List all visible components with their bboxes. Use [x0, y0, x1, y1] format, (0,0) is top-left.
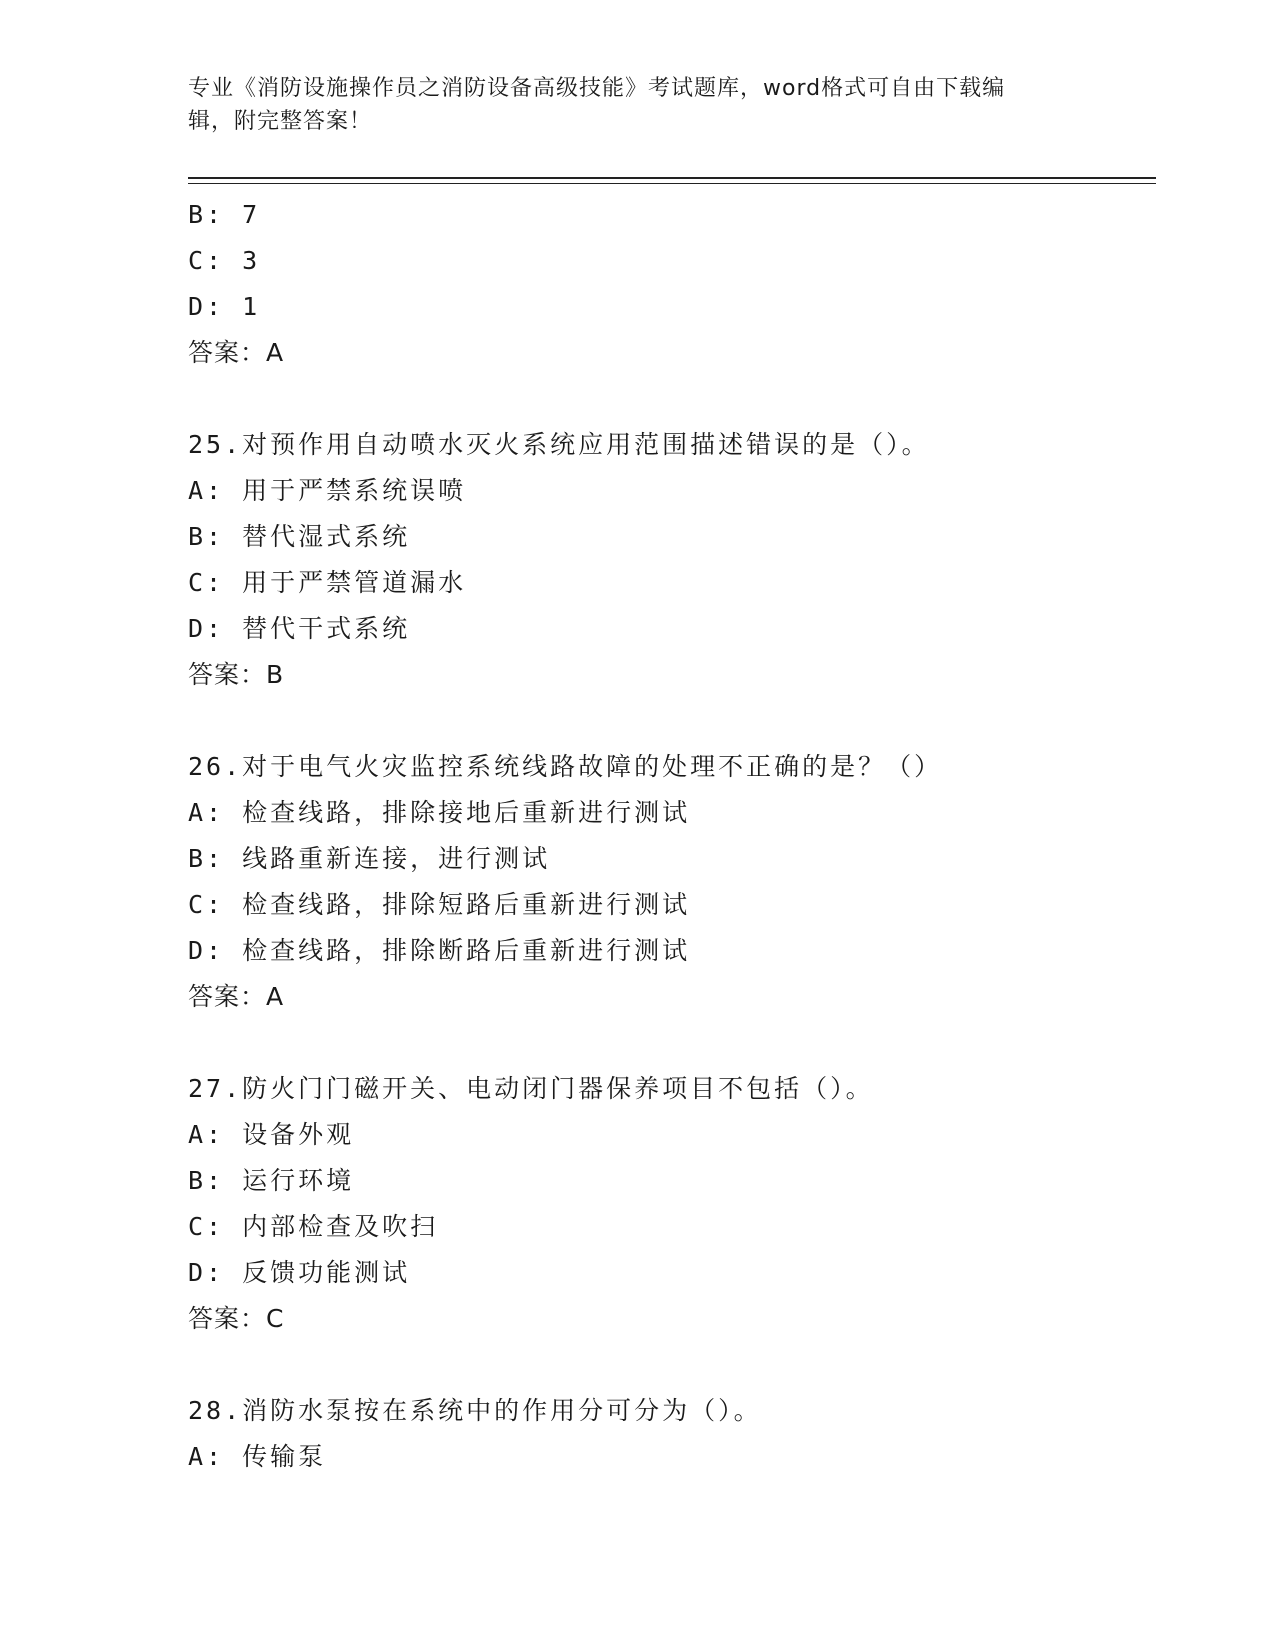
- question-stem: 28.消防水泵按在系统中的作用分可分为（）。: [188, 1396, 762, 1425]
- option-b: B: 替代湿式系统: [188, 522, 411, 551]
- answer: 答案：C: [188, 1304, 285, 1333]
- option-b: B: 线路重新连接，进行测试: [188, 844, 551, 873]
- option-c: C: 用于严禁管道漏水: [188, 568, 467, 597]
- answer: 答案：B: [188, 660, 285, 689]
- answer: 答案：A: [188, 982, 285, 1011]
- question-stem: 26.对于电气火灾监控系统线路故障的处理不正确的是？（）: [188, 752, 943, 781]
- question-28: [188, 1388, 1156, 1480]
- header-line-1: 专业《消防设施操作员之消防设备高级技能》考试题库，word格式可自由下载编: [188, 76, 1006, 101]
- option-d: D: 1: [188, 292, 261, 321]
- question-26: [188, 744, 1156, 1020]
- option-c: C: 3: [188, 246, 261, 275]
- option-c: C: 内部检查及吹扫: [188, 1212, 439, 1241]
- header-divider-thin: [188, 183, 1156, 184]
- option-d: D: 检查线路，排除断路后重新进行测试: [188, 936, 691, 965]
- option-c: C: 检查线路，排除短路后重新进行测试: [188, 890, 691, 919]
- question-stem: 27.防火门门磁开关、电动闭门器保养项目不包括（）。: [188, 1074, 874, 1103]
- option-a: A: 传输泵: [188, 1442, 327, 1471]
- option-d: D: 反馈功能测试: [188, 1258, 411, 1287]
- option-a: A: 用于严禁系统误喷: [188, 476, 467, 505]
- question-24-tail: [188, 192, 1156, 376]
- header-line-2: 辑，附完整答案！: [188, 109, 373, 134]
- question-25: [188, 422, 1156, 698]
- document-header: [188, 72, 1078, 138]
- header-divider-thick: [188, 177, 1156, 179]
- option-a: A: 检查线路，排除接地后重新进行测试: [188, 798, 691, 827]
- option-b: B: 7: [188, 200, 261, 229]
- option-a: A: 设备外观: [188, 1120, 355, 1149]
- answer: 答案：A: [188, 338, 285, 367]
- question-list: [188, 192, 1156, 1480]
- option-b: B: 运行环境: [188, 1166, 355, 1195]
- question-stem: 25.对预作用自动喷水灭火系统应用范围描述错误的是（）。: [188, 430, 930, 459]
- option-d: D: 替代干式系统: [188, 614, 411, 643]
- question-27: [188, 1066, 1156, 1342]
